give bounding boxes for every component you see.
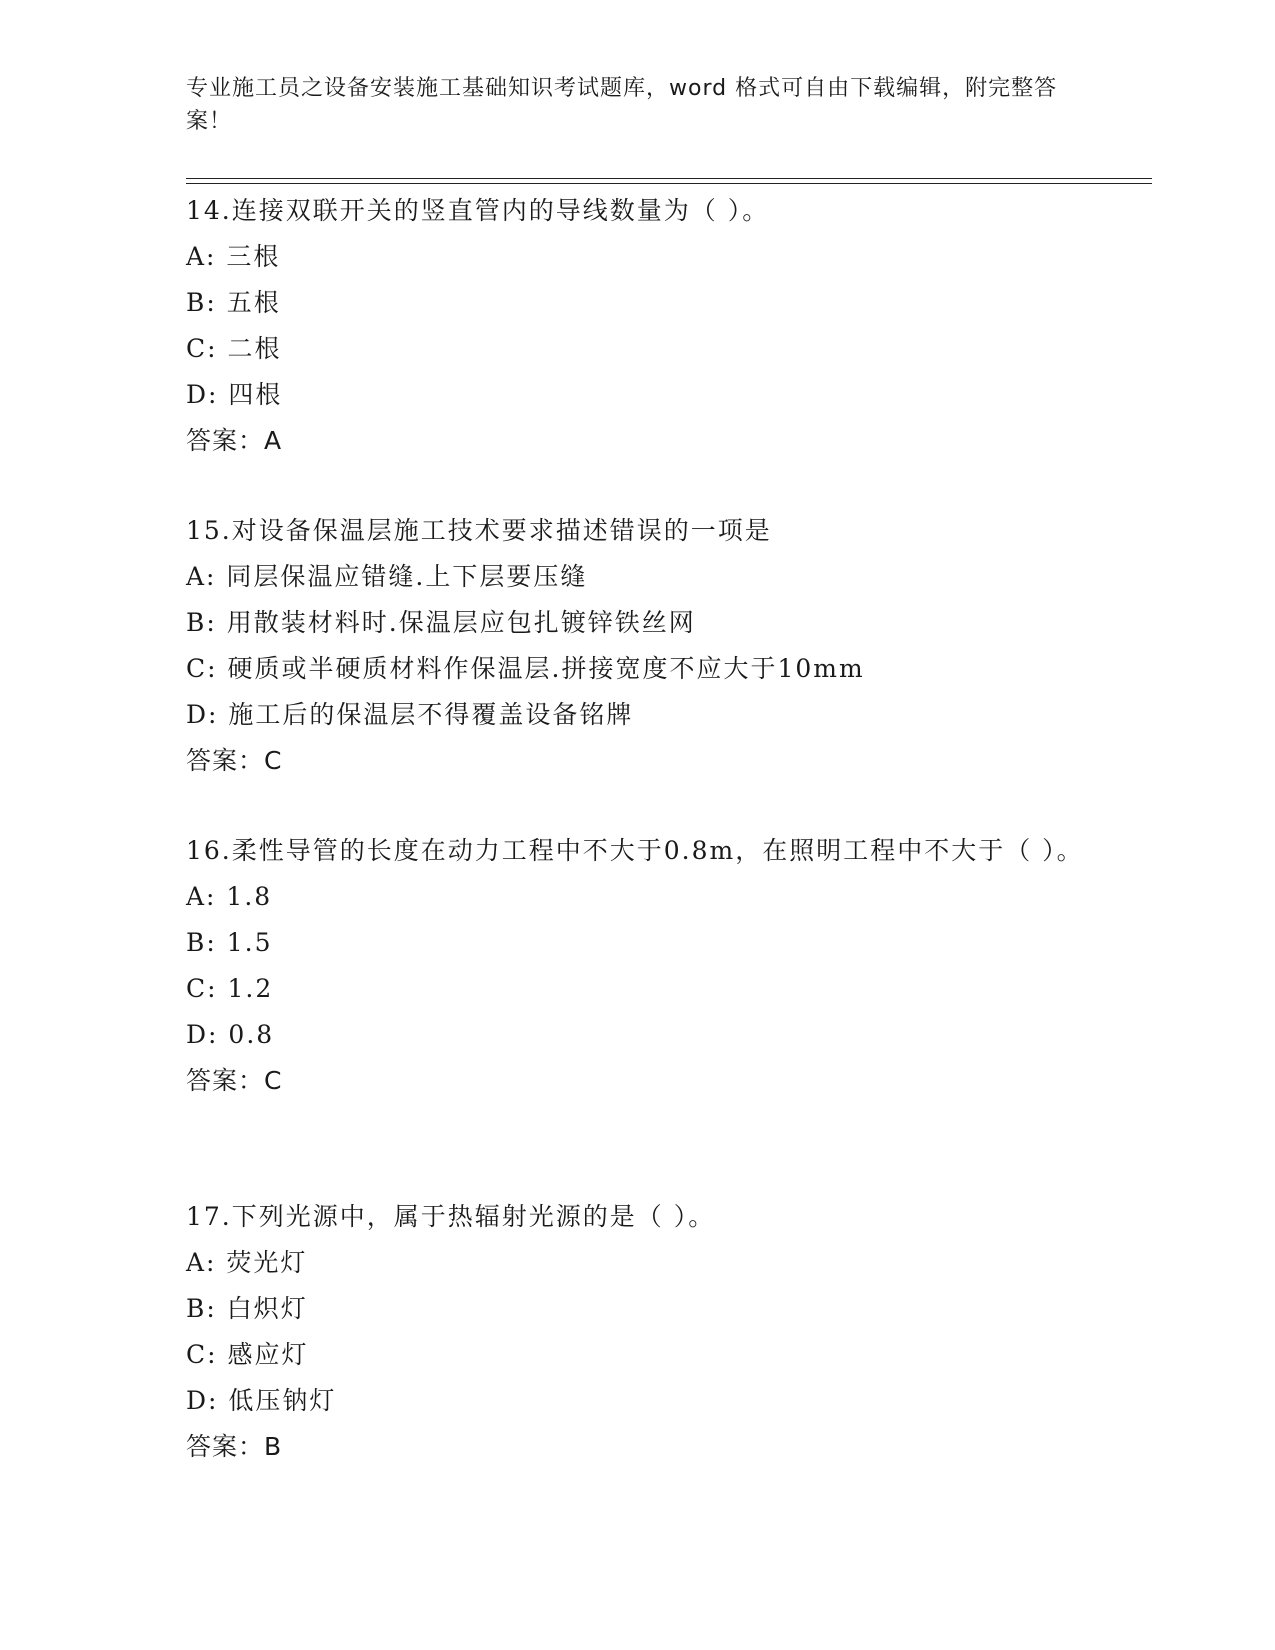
option-d: D: 施工后的保温层不得覆盖设备铭牌	[186, 700, 634, 729]
option-b: B: 五根	[186, 288, 281, 317]
document-header	[186, 72, 1066, 138]
question-14	[186, 188, 1086, 464]
header-divider-bottom	[186, 183, 1152, 184]
option-d: D: 四根	[186, 380, 283, 409]
option-d: D: 低压钠灯	[186, 1386, 337, 1415]
option-a: A: 三根	[186, 242, 281, 271]
answer: 答案：B	[186, 1432, 283, 1461]
header-divider-top	[186, 178, 1152, 179]
option-b: B: 用散装材料时.保温层应包扎镀锌铁丝网	[186, 608, 696, 637]
question-17	[186, 1194, 1086, 1470]
option-c: C: 1.2	[186, 974, 274, 1003]
question-16	[186, 828, 1086, 1104]
header-title: 专业施工员之设备安装施工基础知识考试题库，word 格式可自由下载编辑，附完整答案！	[186, 76, 1058, 134]
question-stem: 14.连接双联开关的竖直管内的导线数量为（ ）。	[186, 196, 770, 225]
option-a: A: 同层保温应错缝.上下层要压缝	[186, 562, 588, 591]
option-b: B: 1.5	[186, 928, 273, 957]
question-15	[186, 508, 1086, 784]
option-c: C: 二根	[186, 334, 282, 363]
answer: 答案：A	[186, 426, 283, 455]
option-c: C: 感应灯	[186, 1340, 309, 1369]
answer: 答案：C	[186, 746, 283, 775]
option-b: B: 白炽灯	[186, 1294, 308, 1323]
option-c: C: 硬质或半硬质材料作保温层.拼接宽度不应大于10mm	[186, 654, 865, 683]
option-d: D: 0.8	[186, 1020, 275, 1049]
option-a: A: 1.8	[186, 882, 273, 911]
answer: 答案：C	[186, 1066, 283, 1095]
option-a: A: 荧光灯	[186, 1248, 308, 1277]
question-stem: 15.对设备保温层施工技术要求描述错误的一项是	[186, 516, 772, 545]
question-stem: 17.下列光源中，属于热辐射光源的是（ ）。	[186, 1202, 716, 1231]
question-stem: 16.柔性导管的长度在动力工程中不大于0.8m，在照明工程中不大于（ ）。	[186, 836, 1084, 865]
